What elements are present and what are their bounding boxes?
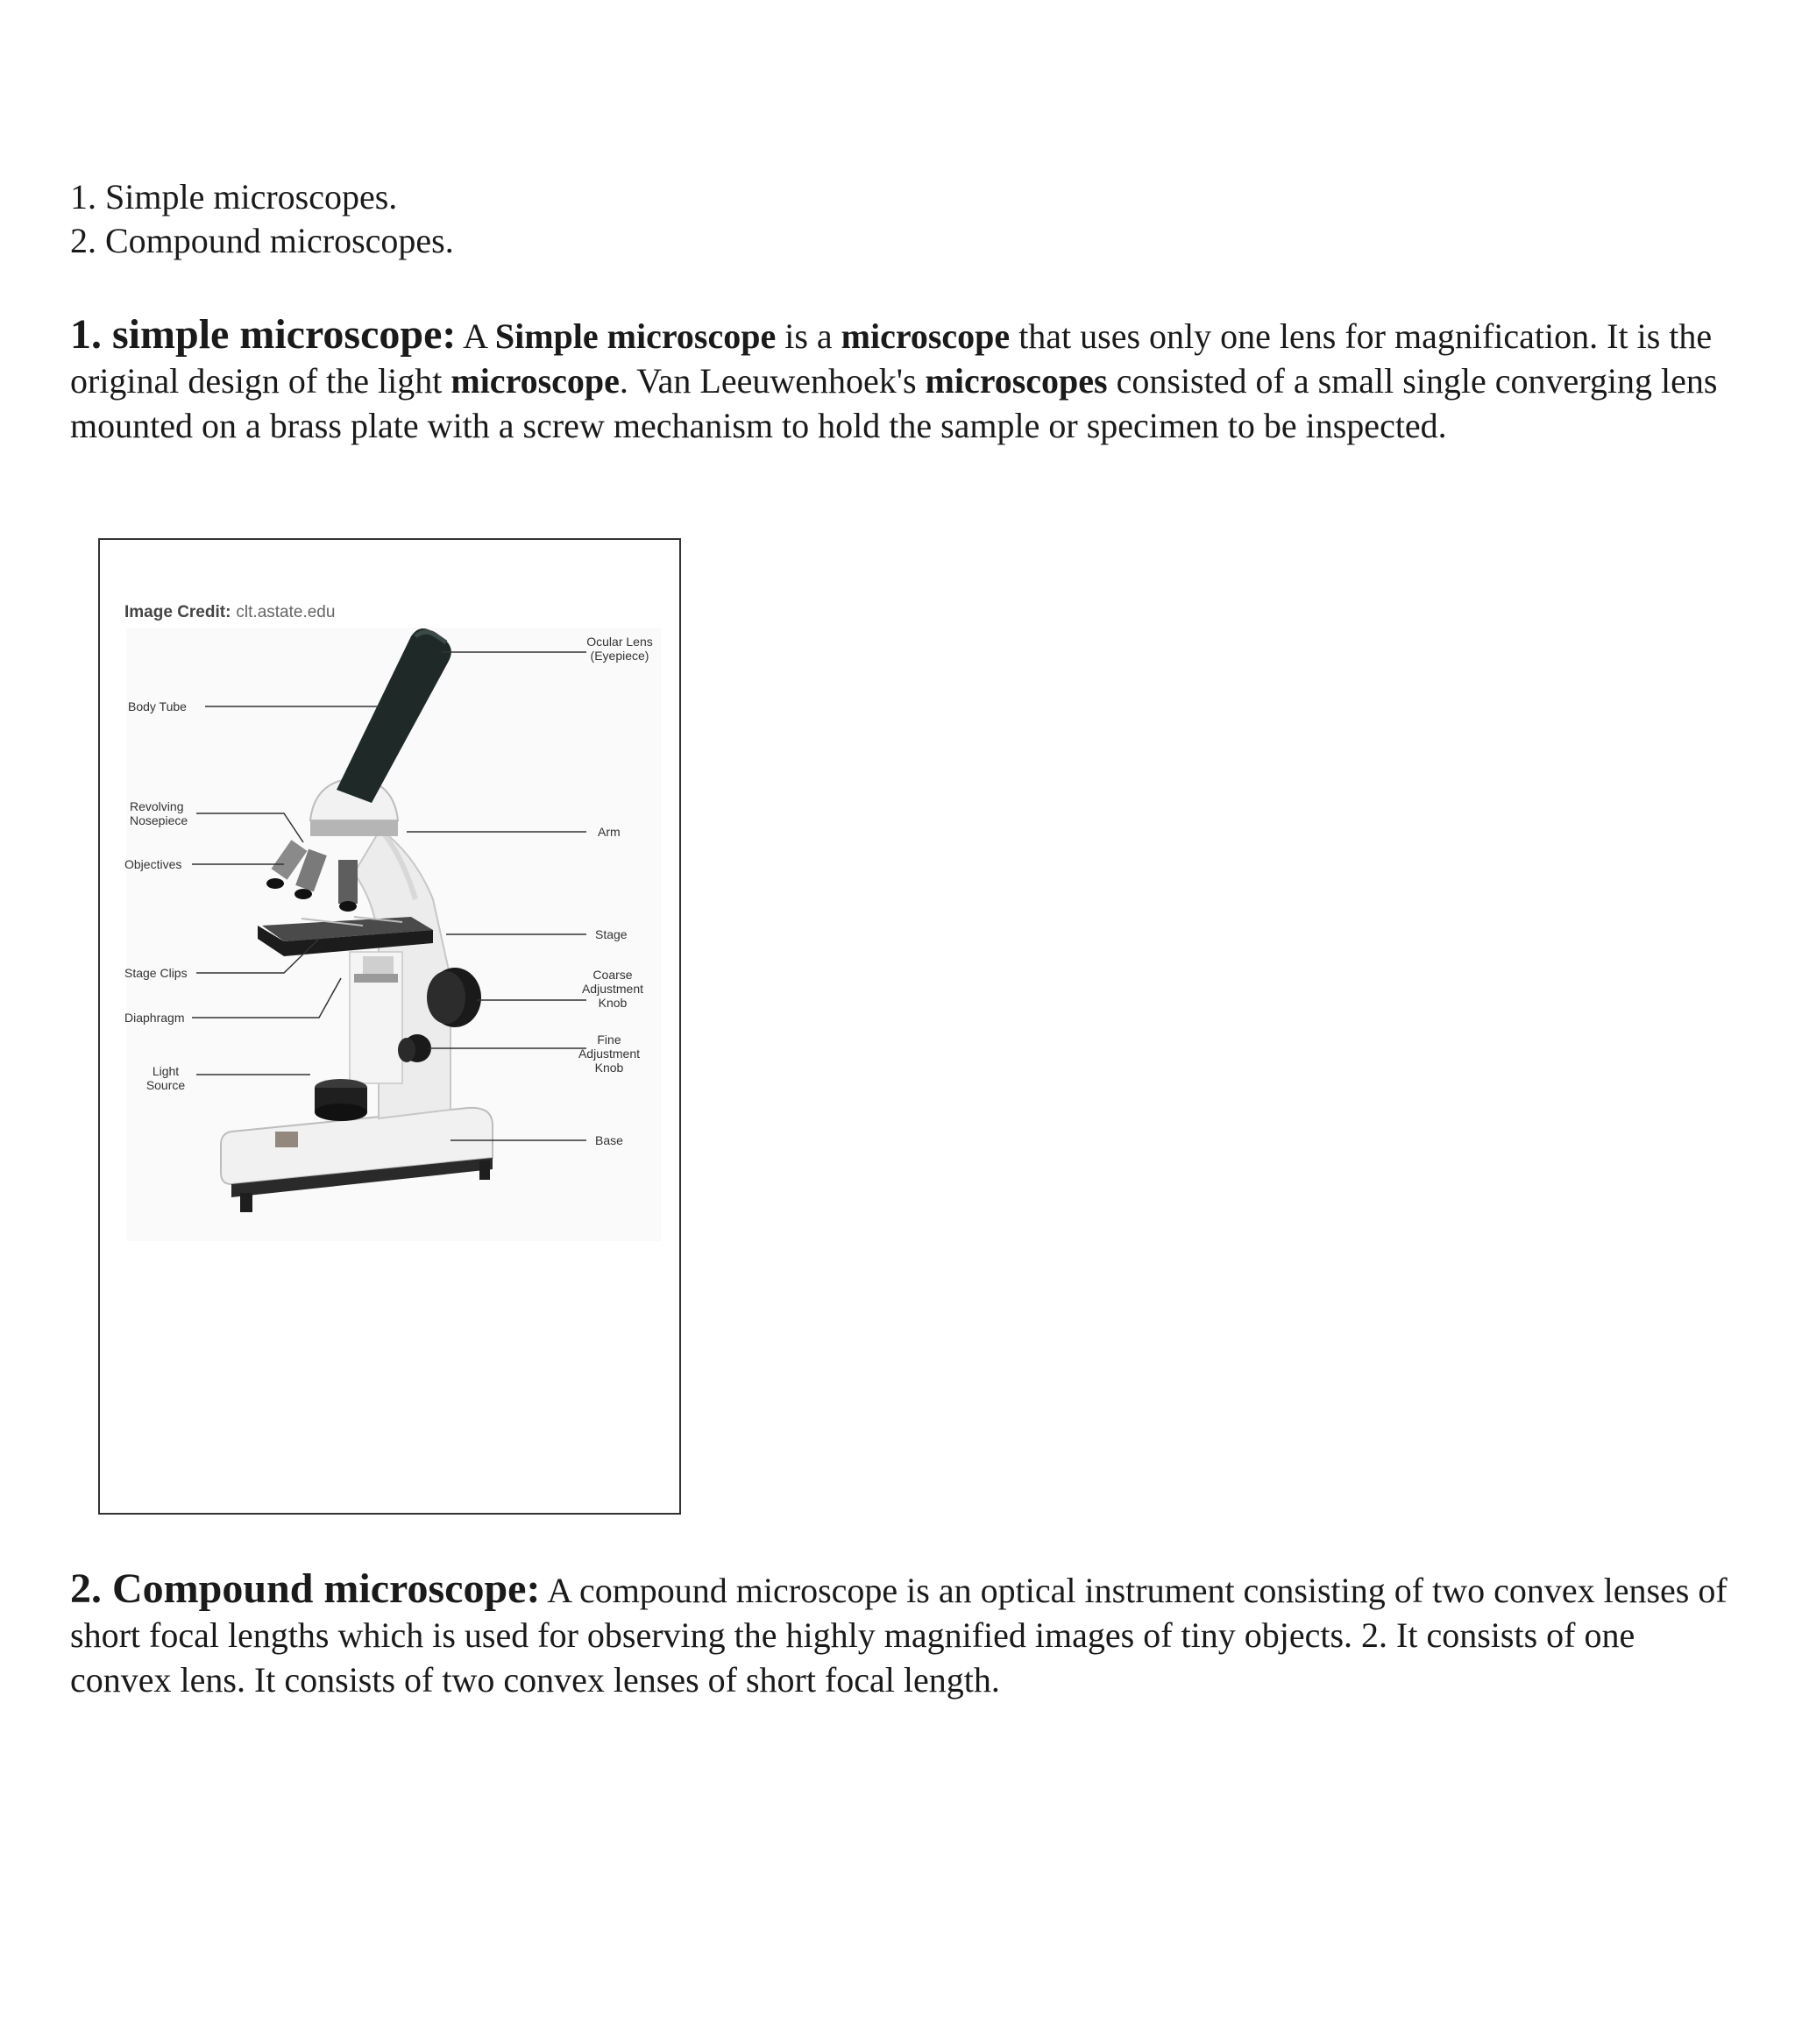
- label-objectives: Objectives: [124, 857, 182, 871]
- label-base: Base: [595, 1133, 623, 1147]
- label-stage-clips: Stage Clips: [124, 966, 188, 980]
- bold-term: microscope: [841, 316, 1011, 356]
- label-fine-adjustment-knob: Fine Adjustment Knob: [578, 1033, 641, 1075]
- label-stage: Stage: [595, 927, 628, 941]
- compound-microscope-paragraph: [70, 1566, 1735, 1702]
- text-run: A: [456, 316, 495, 356]
- label-ocular-lens: Ocular Lens (Eyepiece): [586, 635, 653, 663]
- list-item: 1. Simple microscopes.: [70, 177, 398, 216]
- label-revolving-nosepiece: Revolving Nosepiece: [130, 799, 188, 827]
- list-item: 2. Compound microscopes.: [70, 221, 454, 260]
- section-heading: 1. simple microscope:: [70, 311, 457, 358]
- microscope-illustration: [100, 540, 679, 1513]
- simple-microscope-paragraph: [70, 312, 1735, 448]
- label-arm: Arm: [598, 825, 621, 839]
- microscope-diagram: [98, 538, 681, 1515]
- text-run: is a: [776, 316, 841, 356]
- section-heading: 2. Compound microscope:: [70, 1565, 541, 1612]
- text-run: that uses only one lens for magnification. It is the original design of the light: [70, 316, 1713, 401]
- credit-label: Image Credit:: [124, 603, 231, 621]
- label-light-source: Light Source: [145, 1064, 186, 1092]
- microscope-types-list: [70, 175, 454, 263]
- bold-term: microscope: [451, 361, 620, 401]
- bold-term: microscopes: [925, 361, 1108, 401]
- label-body-tube: Body Tube: [128, 699, 187, 713]
- text-run: . Van Leeuwenhoek's: [619, 361, 926, 401]
- image-credit: [124, 603, 335, 622]
- text-run: A compound microscope is an optical instrument consisting of two convex lenses of short focal lengths which is used for observing the highly magnified images of tiny objects. 2. It consists of one convex lens. It consists of two convex lenses of short focal length.: [70, 1571, 1728, 1700]
- label-diaphragm: Diaphragm: [124, 1011, 185, 1025]
- text-run: consisted of a small single converging lens mounted on a brass plate with a screw mechanism to hold the sample or specimen to be inspected.: [70, 361, 1718, 445]
- bold-term: Simple microscope: [494, 316, 777, 356]
- credit-source: clt.astate.edu: [236, 603, 336, 621]
- label-coarse-adjustment-knob: Coarse Adjustment Knob: [581, 968, 644, 1010]
